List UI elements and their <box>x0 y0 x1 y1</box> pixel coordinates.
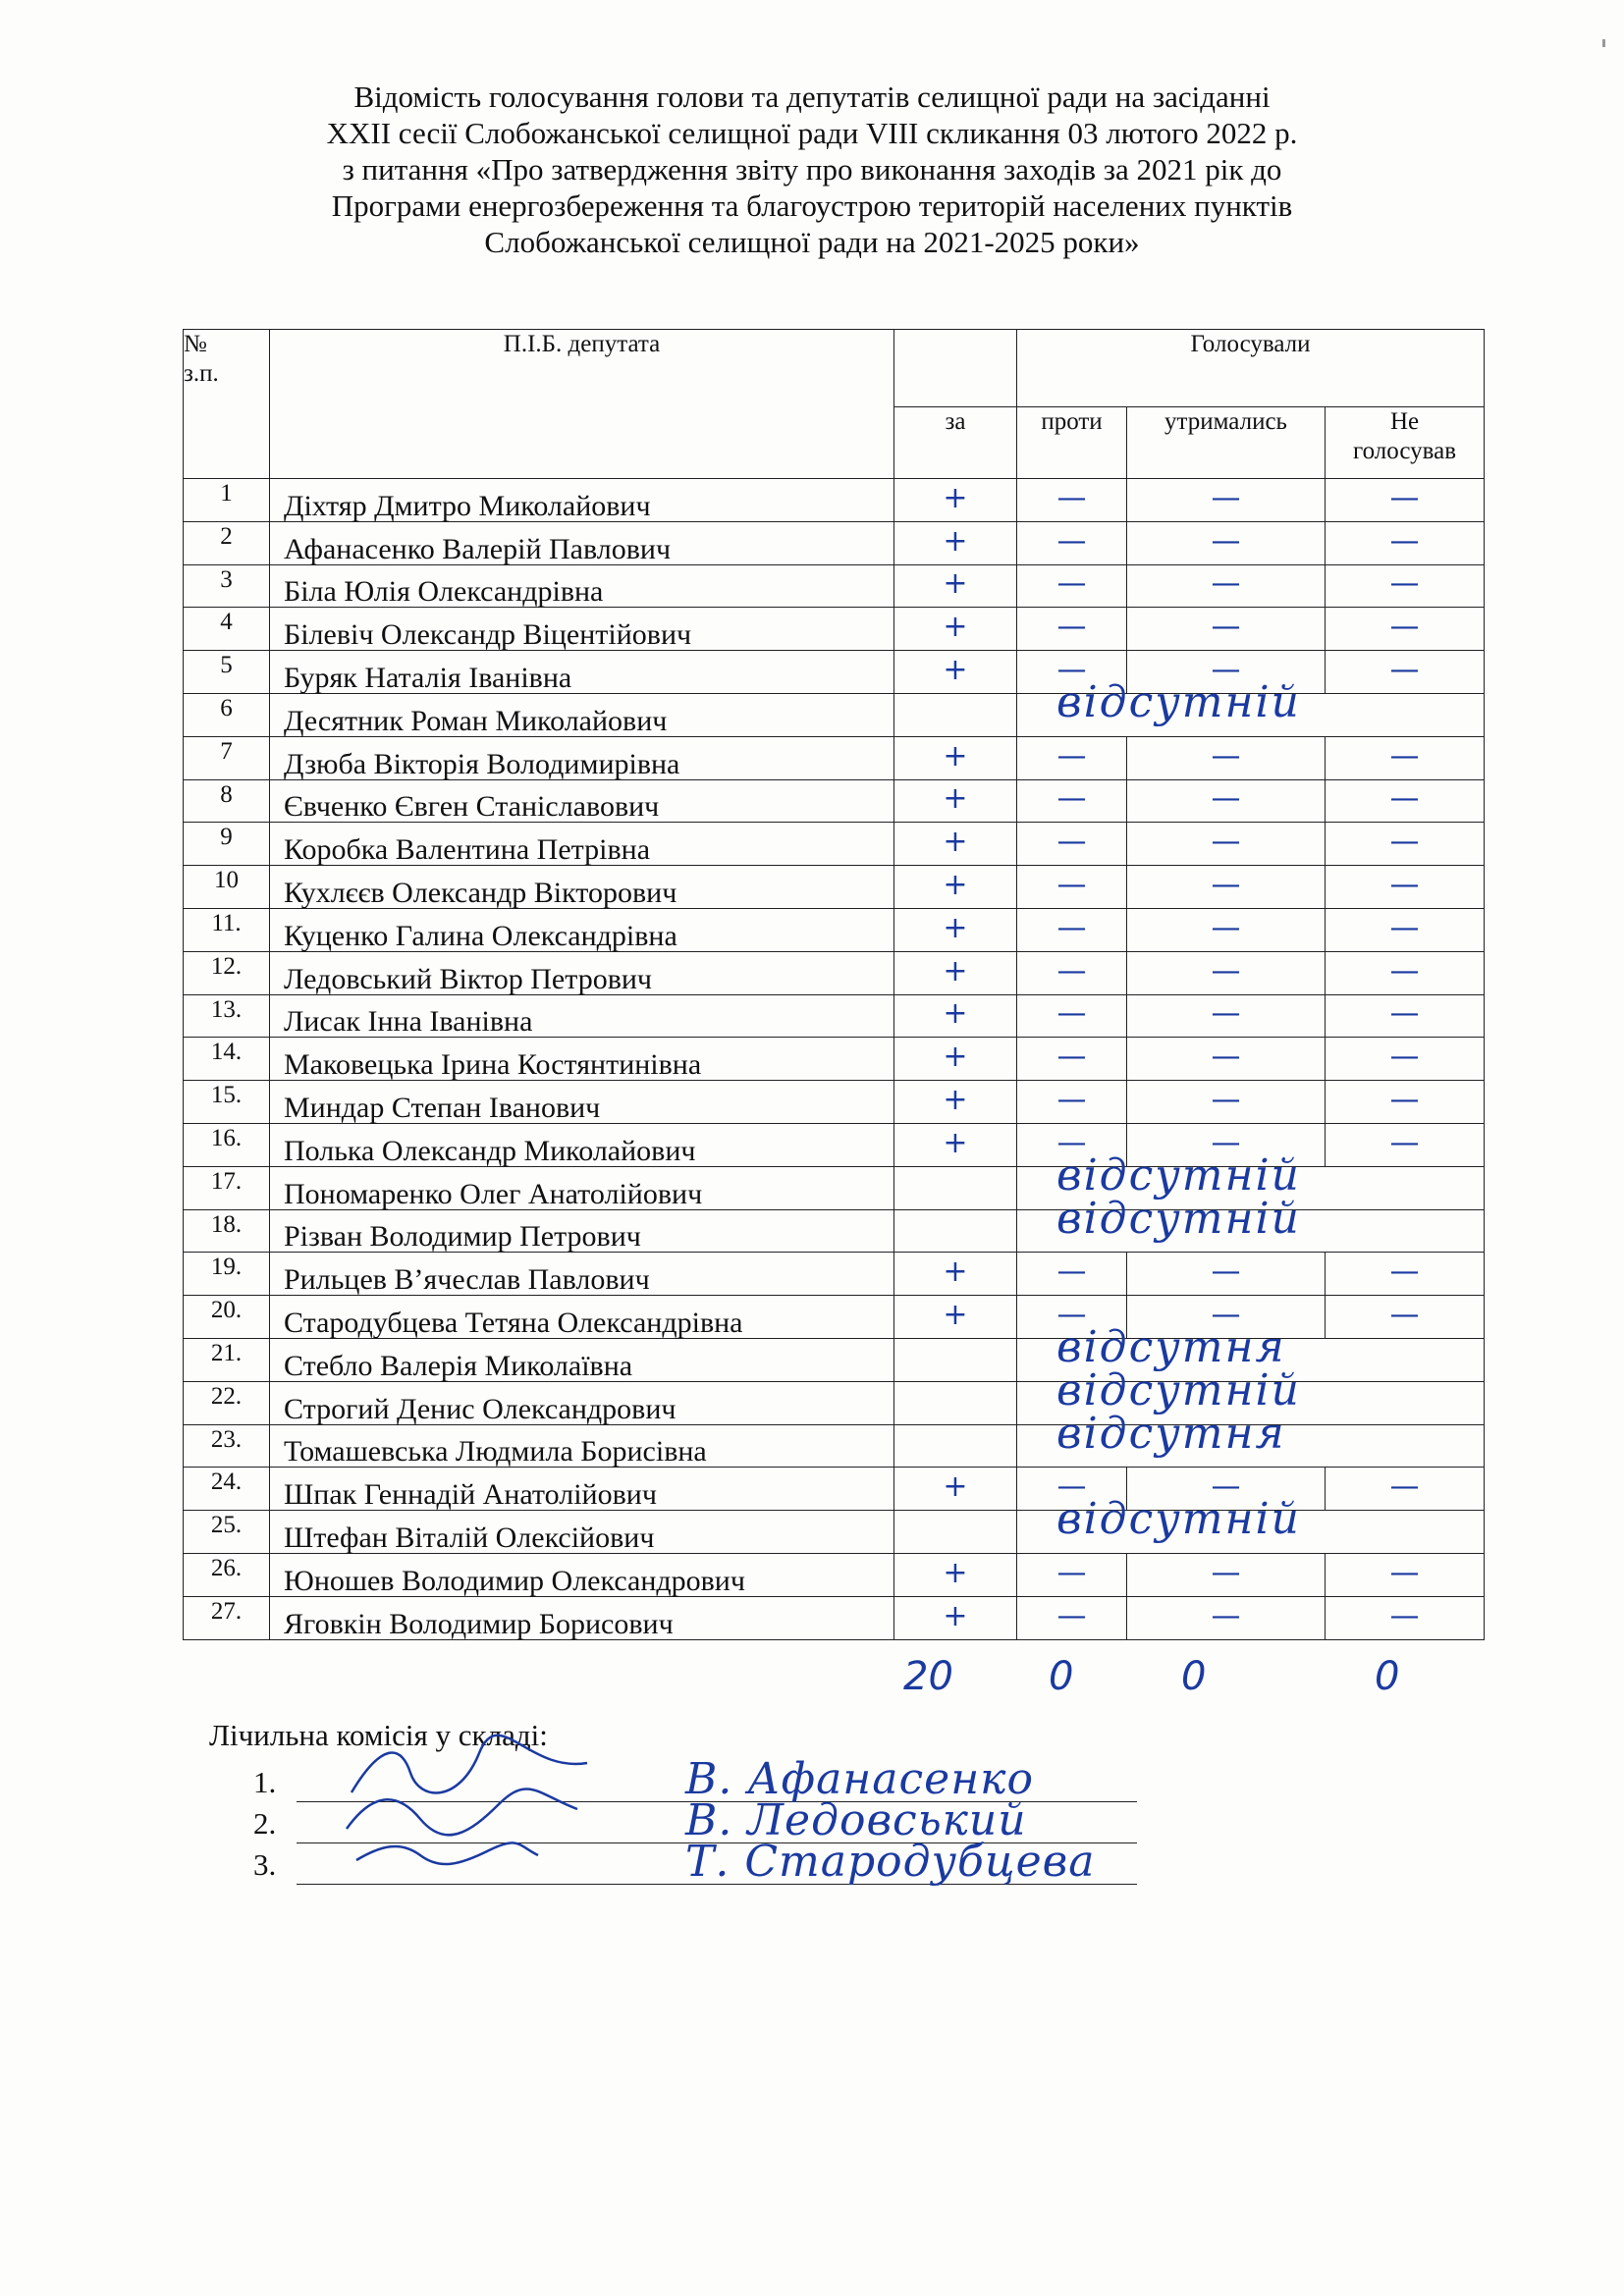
vote-mark: — <box>1056 781 1087 817</box>
header-proty: проти <box>1017 407 1127 479</box>
vote-mark: — <box>1056 738 1087 774</box>
deputy-name: Рильцев В’ячеслав Павлович <box>270 1253 894 1296</box>
cell-za <box>894 1038 1017 1081</box>
cell-ne-holosuvav <box>1326 521 1485 564</box>
cell-za <box>894 1081 1017 1124</box>
cell-proty <box>1017 1253 1127 1296</box>
member-name: В. Афанасенко <box>685 1754 1034 1804</box>
vote-mark: — <box>1389 652 1420 687</box>
total-utrymalysia: 0 <box>1181 1654 1207 1699</box>
vote-mark: — <box>1389 1082 1420 1117</box>
deputy-name: Штефан Віталій Олексійович <box>270 1511 894 1554</box>
cell-ne-holosuvav <box>1326 866 1485 909</box>
cell-proty <box>1017 521 1127 564</box>
table-row <box>184 1511 1485 1554</box>
cell-ne-holosuvav <box>1326 1468 1485 1511</box>
row-number: 11. <box>184 908 270 951</box>
row-number: 19. <box>184 1253 270 1296</box>
row-number: 26. <box>184 1553 270 1596</box>
cell-za <box>894 866 1017 909</box>
cell-proty <box>1017 608 1127 651</box>
scan-mark <box>1602 39 1605 47</box>
table-row <box>184 779 1485 823</box>
cell-utrymalysia <box>1127 608 1326 651</box>
vote-mark: + <box>943 867 968 902</box>
commission-member-3 <box>253 1837 1137 1887</box>
vote-mark: — <box>1389 1125 1420 1160</box>
table-row <box>184 479 1485 522</box>
row-number: 8 <box>184 779 270 823</box>
cell-za <box>894 651 1017 694</box>
cell-za <box>894 1424 1017 1468</box>
title-line-1: Відомість голосування голови та депутатів селищної ради на засіданні <box>353 80 1271 114</box>
deputy-name: Різван Володимир Петрович <box>270 1209 894 1253</box>
absent-note: відсутня <box>1056 1408 1286 1459</box>
member-number: 1. <box>253 1765 277 1799</box>
deputy-name: Стародубцева Тетяна Олександрівна <box>270 1296 894 1339</box>
row-number: 12. <box>184 951 270 994</box>
cell-utrymalysia <box>1127 908 1326 951</box>
cell-proty <box>1017 479 1127 522</box>
vote-mark: — <box>1389 781 1420 817</box>
cell-utrymalysia <box>1127 521 1326 564</box>
deputy-name: Маковецька Ірина Костянтинівна <box>270 1038 894 1081</box>
vote-mark: — <box>1389 738 1420 774</box>
vote-mark: + <box>943 910 968 945</box>
vote-mark: + <box>943 1125 968 1160</box>
row-number: 9 <box>184 823 270 866</box>
table-row <box>184 951 1485 994</box>
vote-mark: — <box>1211 610 1241 645</box>
member-number: 2. <box>253 1806 277 1841</box>
vote-mark: — <box>1211 996 1241 1032</box>
cell-za <box>894 779 1017 823</box>
vote-mark: — <box>1389 1598 1420 1633</box>
absent-cell <box>1017 676 1485 736</box>
row-number: 17. <box>184 1166 270 1209</box>
absent-note: відсутній <box>1056 1149 1301 1201</box>
vote-mark: — <box>1056 480 1087 515</box>
table-row <box>184 908 1485 951</box>
deputy-name: Миндар Степан Іванович <box>270 1081 894 1124</box>
cell-za <box>894 1296 1017 1339</box>
absent-note: відсутній <box>1056 676 1301 727</box>
cell-proty <box>1017 1081 1127 1124</box>
row-number: 24. <box>184 1468 270 1511</box>
vote-mark: — <box>1056 523 1087 559</box>
deputy-name: Десятник Роман Миколайович <box>270 693 894 736</box>
header-utrymalysia: утримались <box>1127 407 1326 479</box>
vote-mark: — <box>1056 652 1087 687</box>
vote-mark: — <box>1211 1040 1241 1075</box>
table-row <box>184 823 1485 866</box>
table-row <box>184 1553 1485 1596</box>
vote-mark: — <box>1389 610 1420 645</box>
row-number: 4 <box>184 608 270 651</box>
voting-table <box>183 329 1485 1640</box>
cell-ne-holosuvav <box>1326 608 1485 651</box>
vote-mark: — <box>1056 953 1087 988</box>
header-number: № з.п. <box>184 330 270 479</box>
table-row <box>184 1038 1485 1081</box>
absent-note: відсутня <box>1056 1321 1286 1372</box>
cell-za <box>894 521 1017 564</box>
absent-note: відсутній <box>1056 1494 1301 1545</box>
cell-ne-holosuvav <box>1326 1038 1485 1081</box>
cell-za <box>894 908 1017 951</box>
row-number: 16. <box>184 1123 270 1166</box>
cell-proty <box>1017 951 1127 994</box>
cell-za <box>894 1338 1017 1381</box>
vote-mark: — <box>1056 1255 1087 1290</box>
absent-note: відсутній <box>1056 1193 1301 1244</box>
vote-mark: + <box>943 652 968 687</box>
header-ne-holosuvav: Не голосував <box>1326 407 1485 479</box>
cell-ne-holosuvav <box>1326 908 1485 951</box>
cell-za <box>894 479 1017 522</box>
header-za: за <box>894 407 1017 479</box>
cell-utrymalysia <box>1127 1081 1326 1124</box>
deputy-name: Томашевська Людмила Борисівна <box>270 1424 894 1468</box>
row-number: 7 <box>184 736 270 779</box>
table-row <box>184 1209 1485 1253</box>
vote-mark: — <box>1211 652 1241 687</box>
cell-utrymalysia <box>1127 1253 1326 1296</box>
cell-ne-holosuvav <box>1326 823 1485 866</box>
cell-proty <box>1017 1596 1127 1639</box>
vote-mark: — <box>1389 480 1420 515</box>
cell-ne-holosuvav <box>1326 994 1485 1038</box>
vote-mark: + <box>943 1082 968 1117</box>
vote-mark: + <box>943 610 968 645</box>
vote-mark: — <box>1211 825 1241 860</box>
row-number: 22. <box>184 1381 270 1424</box>
cell-za <box>894 1468 1017 1511</box>
deputy-name: Білевіч Олександр Віцентійович <box>270 608 894 651</box>
vote-mark: — <box>1389 1555 1420 1590</box>
row-number: 2 <box>184 521 270 564</box>
table-row <box>184 608 1485 651</box>
cell-proty <box>1017 564 1127 608</box>
deputy-name: Юношев Володимир Олександрович <box>270 1553 894 1596</box>
row-number: 20. <box>184 1296 270 1339</box>
vote-mark: — <box>1056 1598 1087 1633</box>
vote-mark: — <box>1056 610 1087 645</box>
cell-utrymalysia <box>1127 564 1326 608</box>
cell-utrymalysia <box>1127 1596 1326 1639</box>
vote-mark: — <box>1389 996 1420 1032</box>
cell-ne-holosuvav <box>1326 1296 1485 1339</box>
table-row <box>184 1596 1485 1639</box>
vote-mark: — <box>1056 910 1087 945</box>
absent-cell <box>1017 1408 1485 1468</box>
cell-utrymalysia <box>1127 866 1326 909</box>
vote-mark: + <box>943 1040 968 1075</box>
table-row <box>184 866 1485 909</box>
vote-mark: — <box>1211 523 1241 559</box>
cell-ne-holosuvav <box>1326 951 1485 994</box>
cell-proty <box>1017 823 1127 866</box>
table-row <box>184 994 1485 1038</box>
deputy-name: Євченко Євген Станіславович <box>270 779 894 823</box>
table-row <box>184 1424 1485 1468</box>
deputy-name: Лисак Інна Іванівна <box>270 994 894 1038</box>
vote-mark: — <box>1056 1469 1087 1505</box>
cell-utrymalysia <box>1127 479 1326 522</box>
cell-ne-holosuvav <box>1326 1553 1485 1596</box>
cell-za <box>894 1253 1017 1296</box>
vote-mark: — <box>1056 1040 1087 1075</box>
cell-ne-holosuvav <box>1326 1596 1485 1639</box>
vote-mark: — <box>1056 825 1087 860</box>
cell-utrymalysia <box>1127 1553 1326 1596</box>
cell-utrymalysia <box>1127 736 1326 779</box>
cell-proty <box>1017 908 1127 951</box>
vote-mark: — <box>1389 910 1420 945</box>
cell-ne-holosuvav <box>1326 651 1485 694</box>
cell-ne-holosuvav <box>1326 1081 1485 1124</box>
title-line-2: XXII сесії Слобожанської селищної ради VIII скликання 03 лютого 2022 р. <box>326 116 1298 150</box>
vote-mark: — <box>1211 1555 1241 1590</box>
row-number: 3 <box>184 564 270 608</box>
deputy-name: Пономаренко Олег Анатолійович <box>270 1166 894 1209</box>
deputy-name: Полька Олександр Миколайович <box>270 1123 894 1166</box>
table-row <box>184 1296 1485 1339</box>
table-row <box>184 521 1485 564</box>
vote-mark: — <box>1211 781 1241 817</box>
vote-mark: — <box>1211 566 1241 602</box>
cell-ne-holosuvav <box>1326 564 1485 608</box>
cell-ne-holosuvav <box>1326 1123 1485 1166</box>
cell-za <box>894 823 1017 866</box>
cell-za <box>894 1511 1017 1554</box>
deputy-name: Коробка Валентина Петрівна <box>270 823 894 866</box>
cell-za <box>894 994 1017 1038</box>
vote-mark: + <box>943 1555 968 1590</box>
cell-proty <box>1017 779 1127 823</box>
vote-mark: — <box>1056 1082 1087 1117</box>
deputy-name: Шпак Геннадій Анатолійович <box>270 1468 894 1511</box>
vote-mark: + <box>943 1297 968 1332</box>
cell-ne-holosuvav <box>1326 736 1485 779</box>
member-name: В. Ледовський <box>685 1795 1027 1845</box>
cell-utrymalysia <box>1127 823 1326 866</box>
deputy-name: Афанасенко Валерій Павлович <box>270 521 894 564</box>
cell-za <box>894 1553 1017 1596</box>
cell-proty <box>1017 736 1127 779</box>
row-number: 15. <box>184 1081 270 1124</box>
vote-mark: — <box>1056 1125 1087 1160</box>
vote-mark: — <box>1211 1125 1241 1160</box>
cell-utrymalysia <box>1127 994 1326 1038</box>
commission-label: Лічильна комісія у складі: <box>209 1718 548 1752</box>
vote-mark: — <box>1389 1469 1420 1505</box>
vote-mark: — <box>1389 867 1420 902</box>
table-row <box>184 736 1485 779</box>
row-number: 23. <box>184 1424 270 1468</box>
vote-mark: — <box>1211 1297 1241 1332</box>
vote-mark: + <box>943 738 968 774</box>
cell-za <box>894 736 1017 779</box>
header-voted: Голосували <box>1017 330 1485 407</box>
member-name: Т. Стародубцева <box>685 1837 1096 1887</box>
deputy-name: Кухлєєв Олександр Вікторович <box>270 866 894 909</box>
cell-za <box>894 564 1017 608</box>
cell-proty <box>1017 1553 1127 1596</box>
cell-proty <box>1017 866 1127 909</box>
vote-mark: — <box>1056 1555 1087 1590</box>
absent-cell <box>1017 1193 1485 1253</box>
cell-proty <box>1017 994 1127 1038</box>
row-number: 14. <box>184 1038 270 1081</box>
vote-mark: + <box>943 825 968 860</box>
cell-ne-holosuvav <box>1326 1253 1485 1296</box>
vote-mark: + <box>943 480 968 515</box>
deputy-name: Діхтяр Дмитро Миколайович <box>270 479 894 522</box>
deputy-name: Біла Юлія Олександрівна <box>270 564 894 608</box>
cell-utrymalysia <box>1127 1038 1326 1081</box>
cell-ne-holosuvav <box>1326 779 1485 823</box>
vote-mark: — <box>1211 1469 1241 1505</box>
cell-utrymalysia <box>1127 779 1326 823</box>
vote-totals <box>0 1654 1624 1703</box>
header-name: П.І.Б. депутата <box>270 330 894 479</box>
vote-mark: — <box>1056 1297 1087 1332</box>
document-title <box>0 79 1624 260</box>
vote-mark: — <box>1211 910 1241 945</box>
deputy-name: Строгий Денис Олександрович <box>270 1381 894 1424</box>
header-blank <box>894 330 1017 407</box>
cell-za <box>894 951 1017 994</box>
vote-mark: + <box>943 523 968 559</box>
row-number: 10 <box>184 866 270 909</box>
vote-mark: — <box>1211 480 1241 515</box>
table-row <box>184 564 1485 608</box>
vote-mark: + <box>943 566 968 602</box>
row-number: 6 <box>184 693 270 736</box>
row-number: 21. <box>184 1338 270 1381</box>
cell-za <box>894 608 1017 651</box>
vote-mark: + <box>943 1255 968 1290</box>
row-number: 27. <box>184 1596 270 1639</box>
cell-za <box>894 1596 1017 1639</box>
vote-mark: — <box>1389 523 1420 559</box>
row-number: 13. <box>184 994 270 1038</box>
row-number: 5 <box>184 651 270 694</box>
vote-mark: + <box>943 1598 968 1633</box>
deputy-name: Куценко Галина Олександрівна <box>270 908 894 951</box>
vote-mark: — <box>1389 953 1420 988</box>
deputy-name: Дзюба Вікторія Володимирівна <box>270 736 894 779</box>
vote-mark: — <box>1056 996 1087 1032</box>
deputy-name: Яговкін Володимир Борисович <box>270 1596 894 1639</box>
title-line-5: Слобожанської селищної ради на 2021-2025 роки» <box>484 225 1140 259</box>
cell-ne-holosuvav <box>1326 479 1485 522</box>
cell-za <box>894 1381 1017 1424</box>
vote-mark: — <box>1389 1255 1420 1290</box>
table-row <box>184 693 1485 736</box>
row-number: 25. <box>184 1511 270 1554</box>
cell-za <box>894 1209 1017 1253</box>
deputy-name: Ледовський Віктор Петрович <box>270 951 894 994</box>
vote-mark: — <box>1211 1255 1241 1290</box>
vote-mark: — <box>1211 867 1241 902</box>
vote-mark: — <box>1389 1040 1420 1075</box>
member-number: 3. <box>253 1847 277 1882</box>
vote-mark: + <box>943 781 968 817</box>
cell-utrymalysia <box>1127 951 1326 994</box>
vote-mark: — <box>1389 1297 1420 1332</box>
total-za: 20 <box>903 1654 953 1699</box>
signature-icon <box>342 1816 597 1895</box>
row-number: 1 <box>184 479 270 522</box>
table-row <box>184 1081 1485 1124</box>
total-ne-holosuvav: 0 <box>1375 1654 1400 1699</box>
vote-mark: + <box>943 953 968 988</box>
cell-za <box>894 1166 1017 1209</box>
cell-proty <box>1017 1038 1127 1081</box>
table-row <box>184 1381 1485 1424</box>
vote-mark: — <box>1056 566 1087 602</box>
vote-mark: — <box>1389 566 1420 602</box>
title-line-3: з питання «Про затвердження звіту про виконання заходів за 2021 рік до <box>342 152 1282 187</box>
deputy-name: Буряк Наталія Іванівна <box>270 651 894 694</box>
vote-mark: — <box>1211 953 1241 988</box>
vote-mark: — <box>1056 867 1087 902</box>
title-line-4: Програми енергозбереження та благоустрою територій населених пунктів <box>331 188 1293 223</box>
vote-mark: + <box>943 996 968 1032</box>
table-row <box>184 1253 1485 1296</box>
vote-mark: — <box>1211 1082 1241 1117</box>
vote-mark: — <box>1389 825 1420 860</box>
vote-mark: + <box>943 1469 968 1505</box>
cell-za <box>894 1123 1017 1166</box>
cell-za <box>894 693 1017 736</box>
absent-cell <box>1017 1494 1485 1554</box>
row-number: 18. <box>184 1209 270 1253</box>
deputy-name: Стебло Валерія Миколаївна <box>270 1338 894 1381</box>
total-proty: 0 <box>1049 1654 1074 1699</box>
absent-note: відсутній <box>1056 1364 1301 1415</box>
vote-mark: — <box>1211 1598 1241 1633</box>
vote-mark: — <box>1211 738 1241 774</box>
